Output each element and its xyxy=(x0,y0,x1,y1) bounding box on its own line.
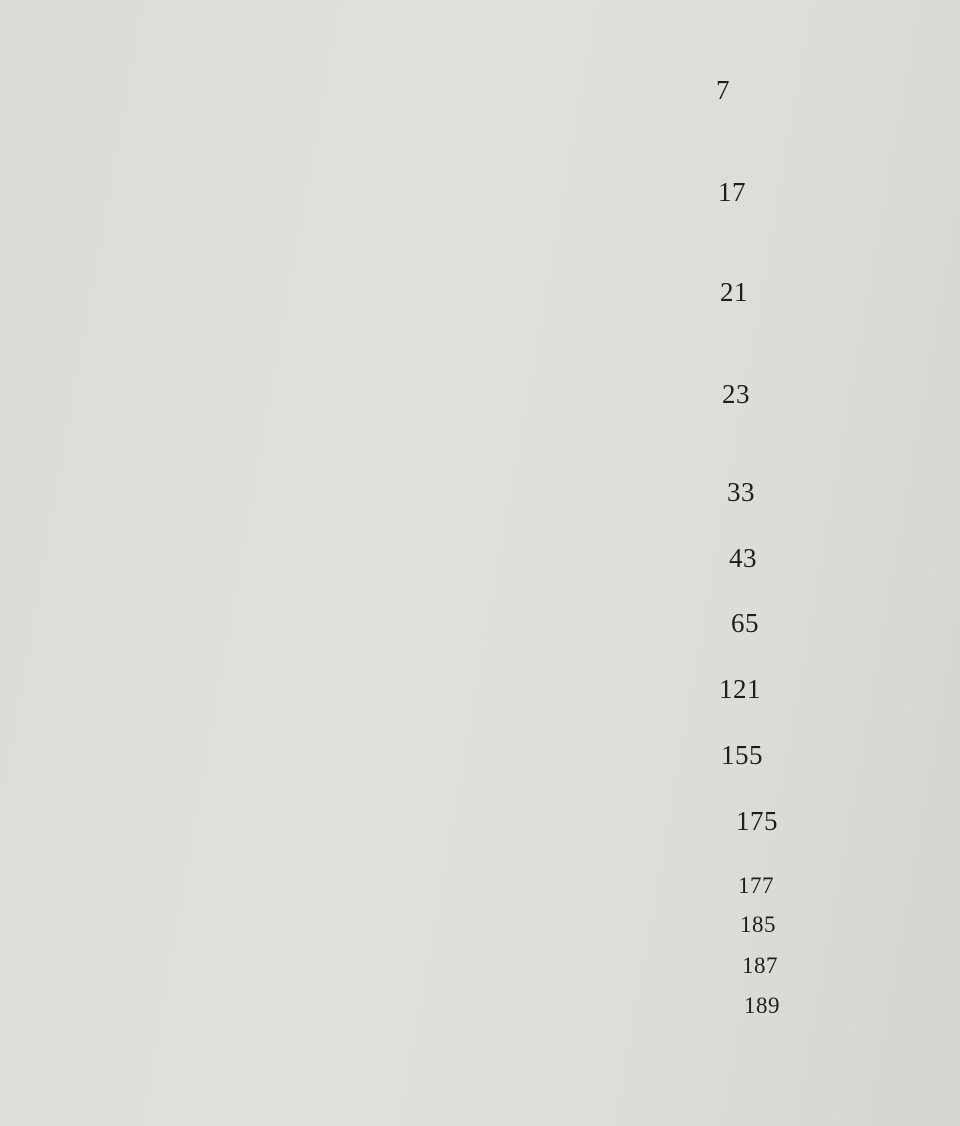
entry-page-number: 43 xyxy=(729,543,757,573)
entry-page-number: 189 xyxy=(744,993,780,1018)
entry-page-number: 177 xyxy=(738,873,774,898)
entry-page-number: 121 xyxy=(719,674,761,704)
entry-page-number: 155 xyxy=(721,740,763,770)
entry-page-number: 17 xyxy=(718,177,746,207)
entry-page-number: 185 xyxy=(740,912,776,937)
entry-page-number: 65 xyxy=(731,608,759,638)
entry-page-number: 33 xyxy=(727,477,755,507)
entry-page-number: 7 xyxy=(716,75,730,105)
entry-page-number: 175 xyxy=(736,806,778,836)
entry-page-number: 21 xyxy=(720,277,748,307)
entry-page-number: 23 xyxy=(722,379,750,409)
entry-page-number: 187 xyxy=(742,953,778,978)
